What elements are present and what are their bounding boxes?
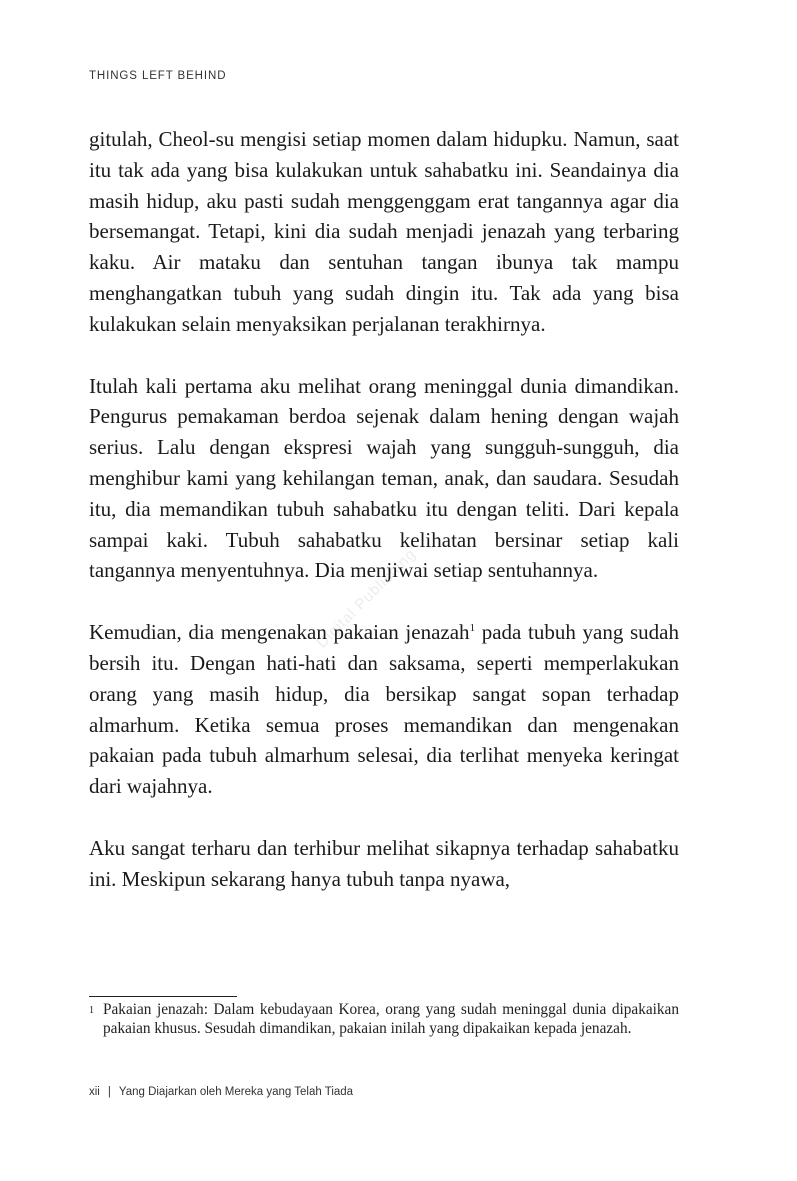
- folio: [89, 1086, 353, 1098]
- footnote-number: 1: [89, 1005, 94, 1016]
- footnote-reference[interactable]: 1: [469, 622, 476, 635]
- body-text: [89, 124, 679, 926]
- footnote-text: Pakaian jenazah: Dalam kebudayaan Korea, orang yang sudah meninggal dunia dipakaikan pakaian khusus. Sesudah dimandikan, pakaian inilah yang dipakaikan kepada jenazah.: [103, 1001, 679, 1037]
- footnote: [89, 1000, 679, 1038]
- paragraph-3-start: Kemudian, dia mengenakan pakaian jenazah: [89, 620, 470, 645]
- running-head: THINGS LEFT BEHIND: [89, 70, 227, 82]
- watermark: Digital Publishing: [313, 545, 420, 652]
- paragraph-2: Itulah kali pertama aku melihat orang meninggal dunia dimandikan. Pengurus pemakaman berdoa sejenak dalam hening dengan wajah serius. Lalu dengan ekspresi wajah yang sungguh-sungguh, dia menghibur kami yang kehilangan teman, anak, dan saudara. Sesudah itu, dia memandikan tubuh sahabatku itu dengan teliti. Dari kepala sampai kaki. Tubuh sahabatku kelihatan bersinar setiap kali tangannya menyentuhnya. Dia menjiwai setiap sentuhannya.: [89, 373, 679, 583]
- book-title: Yang Diajarkan oleh Mereka yang Telah Tiada: [118, 1086, 354, 1098]
- paragraph-3-end: pada tubuh yang sudah bersih itu. Dengan hati-hati dan saksama, seperti memperlakukan orang yang masih hidup, dia bersikap sangat sopan terhadap almarhum. Ketika semua proses memandikan dan mengenakan pakaian pada tubuh almarhum selesai, dia terlihat menyeka keringat dari wajahnya.: [89, 620, 679, 799]
- folio-separator: |: [107, 1086, 111, 1098]
- page-number: xii: [89, 1086, 100, 1098]
- footnote-divider: [89, 996, 237, 997]
- paragraph-4: Aku sangat terharu dan terhibur melihat sikapnya terhadap sahabatku ini. Meskipun sekarang hanya tubuh tanpa nyawa,: [89, 835, 679, 891]
- paragraph-3: [89, 617, 679, 802]
- paragraph-1: gitulah, Cheol-su mengisi setiap momen dalam hidupku. Namun, saat itu tak ada yang bisa kulakukan untuk sahabatku ini. Seandainya dia masih hidup, aku pasti sudah menggenggam erat tangannya agar dia bersemangat. Tetapi, kini dia sudah menjadi jenazah yang terbaring kaku. Air mataku dan sentuhan tangan ibunya tak mampu menghangatkan tubuh yang sudah dingin itu. Tak ada yang bisa kulakukan selain menyaksikan perjalanan terakhirnya.: [89, 127, 679, 336]
